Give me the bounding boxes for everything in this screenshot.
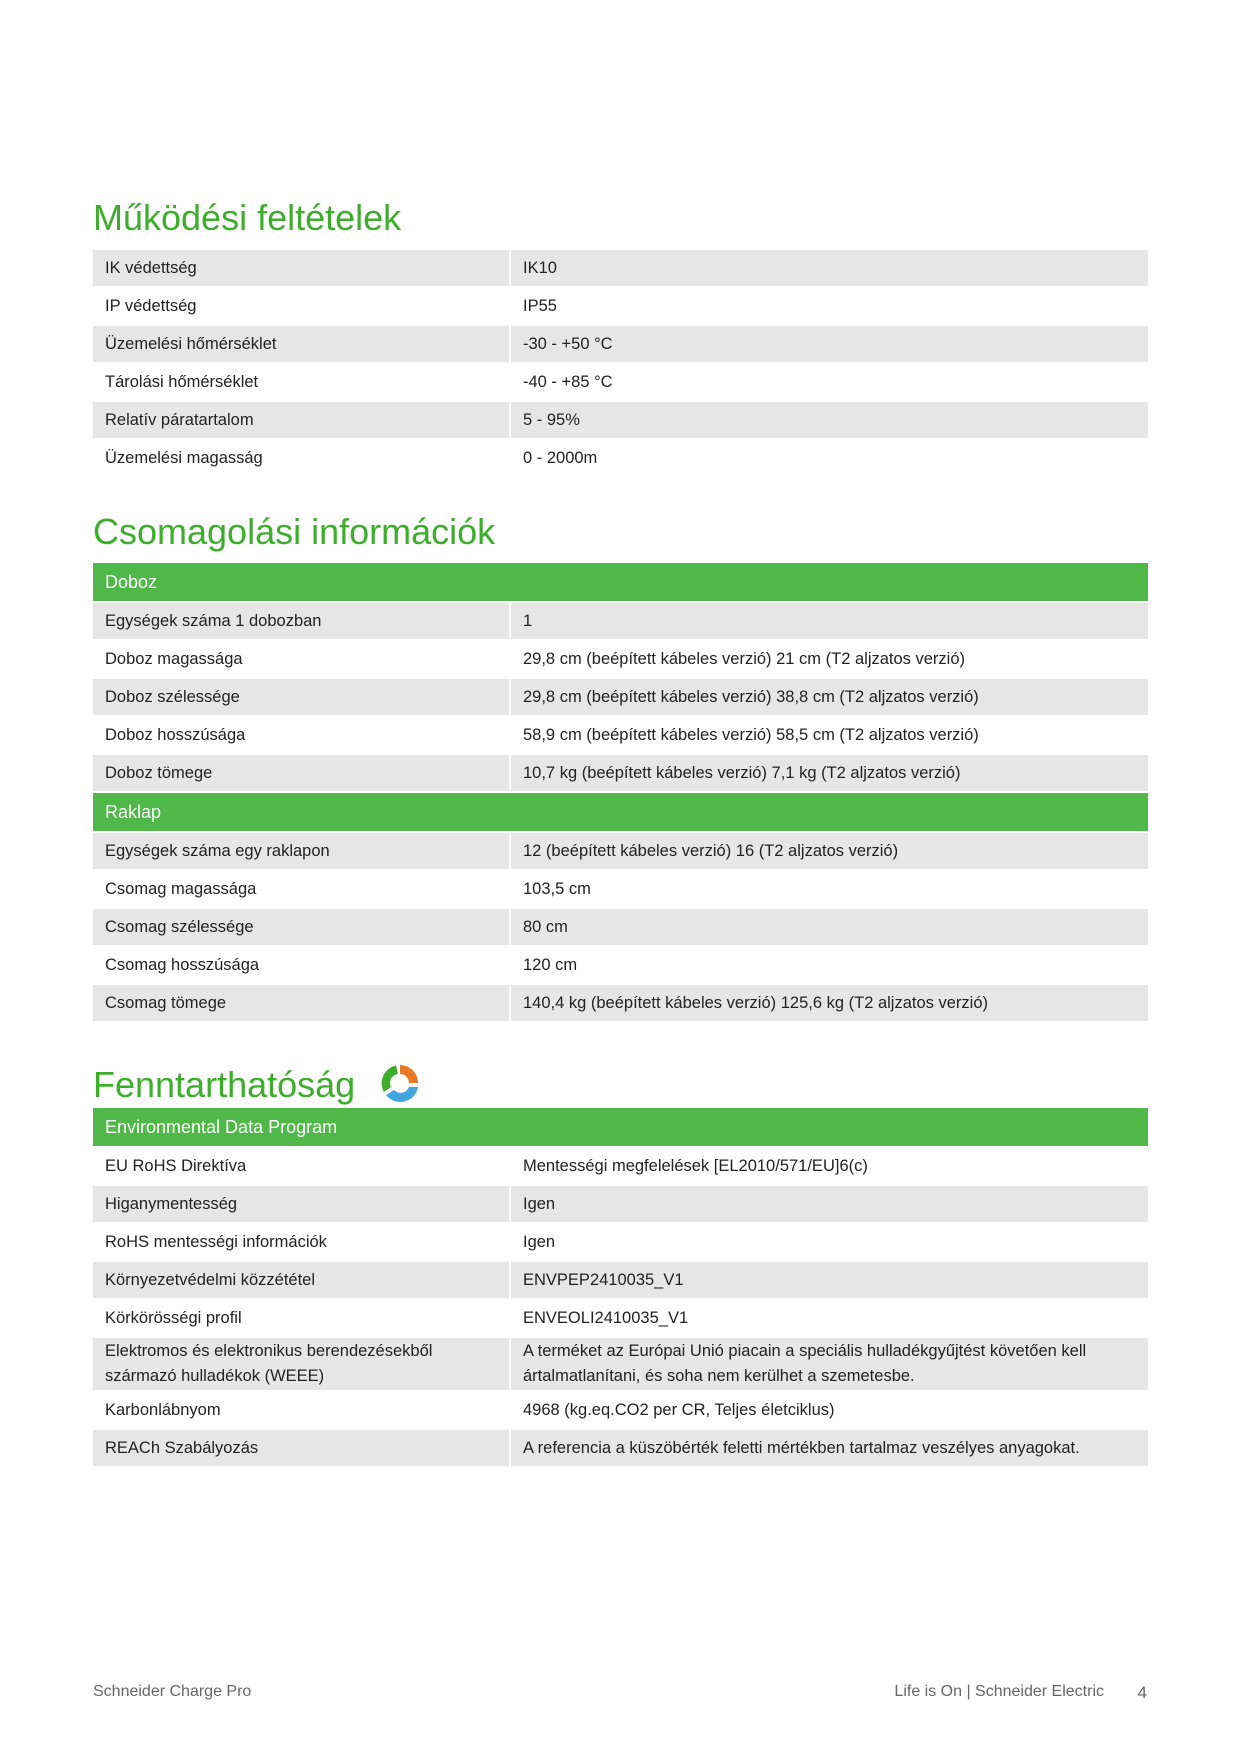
table-row: [93, 1186, 1148, 1222]
row-value: IK10: [511, 250, 1148, 286]
row-value: 12 (beépített kábeles verzió) 16 (T2 aljzatos verzió): [511, 833, 1148, 869]
row-label: Csomag magassága: [93, 871, 511, 907]
table-row: [93, 603, 1148, 639]
row-label: IP védettség: [93, 288, 511, 324]
section-title-sustainability: Fenntarthatóság: [93, 1064, 356, 1105]
row-label: EU RoHS Direktíva: [93, 1148, 511, 1184]
group-header-label: Raklap: [93, 793, 1148, 831]
row-label: Doboz magassága: [93, 641, 511, 677]
group-header-box: [93, 563, 1148, 601]
table-row: [93, 1148, 1148, 1184]
row-value: Mentességi megfelelések [EL2010/571/EU]6(c): [523, 1156, 868, 1175]
section-title-packaging: Csomagolási információk: [93, 511, 496, 552]
row-value: A referencia a küszöbérték feletti mértékben tartalmaz veszélyes anyagokat.: [511, 1430, 1148, 1466]
row-label: Doboz hosszúsága: [93, 717, 511, 753]
row-value: ENVPEP2410035_V1: [511, 1262, 1148, 1298]
row-label: Egységek száma egy raklapon: [93, 833, 511, 869]
row-value: 58,9 cm (beépített kábeles verzió) 58,5 cm (T2 aljzatos verzió): [523, 725, 979, 744]
row-label: Csomag hosszúsága: [93, 947, 511, 983]
footer-product-name: Schneider Charge Pro: [93, 1683, 252, 1700]
row-value: 120 cm: [523, 955, 578, 974]
row-label: Doboz szélessége: [93, 679, 511, 715]
row-value: 0 - 2000m: [523, 448, 598, 467]
table-row: [93, 250, 1148, 286]
row-value: -30 - +50 °C: [511, 326, 1148, 362]
row-label: Karbonlábnyom: [93, 1392, 511, 1428]
sustainability-table: [93, 1106, 1148, 1468]
row-label: Csomag szélessége: [93, 909, 511, 945]
row-label: Elektromos és elektronikus berendezésekből származó hulladékok (WEEE): [93, 1338, 511, 1390]
row-value: 5 - 95%: [511, 402, 1148, 438]
row-label: Üzemelési hőmérséklet: [93, 326, 511, 362]
row-value: 10,7 kg (beépített kábeles verzió) 7,1 kg (T2 aljzatos verzió): [511, 755, 1148, 791]
table-row: [93, 641, 1148, 677]
row-value: 80 cm: [511, 909, 1148, 945]
row-label: Higanymentesség: [93, 1186, 511, 1222]
row-value: -40 - +85 °C: [523, 372, 613, 391]
row-label: REACh Szabályozás: [93, 1430, 511, 1466]
table-row: [93, 1300, 1148, 1336]
section-title-operating: Működési feltételek: [93, 197, 402, 238]
table-row: [93, 909, 1148, 945]
row-label: RoHS mentességi információk: [93, 1224, 511, 1260]
row-label: IK védettség: [93, 250, 511, 286]
operating-conditions-table: [93, 248, 1148, 478]
table-row: [93, 1262, 1148, 1298]
table-row: [93, 717, 1148, 753]
row-value: 1: [511, 603, 1148, 639]
page-number: 4: [1137, 1683, 1147, 1702]
group-header-label: Doboz: [93, 563, 1148, 601]
group-header-label: Environmental Data Program: [93, 1108, 1148, 1146]
packaging-table: [93, 561, 1148, 1023]
table-row: [93, 755, 1148, 791]
row-label: Relatív páratartalom: [93, 402, 511, 438]
row-label: Környezetvédelmi közzététel: [93, 1262, 511, 1298]
row-value: Igen: [523, 1232, 556, 1251]
row-value: A terméket az Európai Unió piacain a speciális hulladékgyűjtést követően kell ártalmatlanítani, és soha nem kerülhet a szemetesbe.: [511, 1338, 1148, 1390]
table-row: [93, 1392, 1148, 1428]
table-row: [93, 833, 1148, 869]
table-row: [93, 402, 1148, 438]
table-row: [93, 1224, 1148, 1260]
row-value: 29,8 cm (beépített kábeles verzió) 21 cm (T2 aljzatos verzió): [523, 649, 966, 668]
row-value: ENVEOLI2410035_V1: [523, 1308, 689, 1327]
row-value: Igen: [511, 1186, 1148, 1222]
table-row: [93, 985, 1148, 1021]
row-value: 140,4 kg (beépített kábeles verzió) 125,6 kg (T2 aljzatos verzió): [511, 985, 1148, 1021]
footer-tagline: Life is On | Schneider Electric: [894, 1683, 1104, 1700]
row-label: Csomag tömege: [93, 985, 511, 1021]
row-label: Doboz tömege: [93, 755, 511, 791]
table-row: [93, 1338, 1148, 1390]
row-label: Körkörösségi profil: [93, 1300, 511, 1336]
table-row: [93, 871, 1148, 907]
table-row: [93, 364, 1148, 400]
table-row: [93, 947, 1148, 983]
table-row: [93, 1430, 1148, 1466]
row-value: IP55: [523, 296, 557, 315]
green-premium-logo-icon: [378, 1061, 422, 1105]
row-value: 29,8 cm (beépített kábeles verzió) 38,8 cm (T2 aljzatos verzió): [511, 679, 1148, 715]
row-label: Egységek száma 1 dobozban: [93, 603, 511, 639]
table-row: [93, 288, 1148, 324]
row-value: 4968 (kg.eq.CO2 per CR, Teljes életciklus): [523, 1400, 835, 1419]
table-row: [93, 326, 1148, 362]
row-value: 103,5 cm: [523, 879, 591, 898]
row-label: Üzemelési magasság: [93, 440, 511, 476]
row-label: Tárolási hőmérséklet: [93, 364, 511, 400]
table-row: [93, 440, 1148, 476]
table-row: [93, 679, 1148, 715]
group-header-environmental-data-program: [93, 1108, 1148, 1146]
group-header-pallet: [93, 793, 1148, 831]
